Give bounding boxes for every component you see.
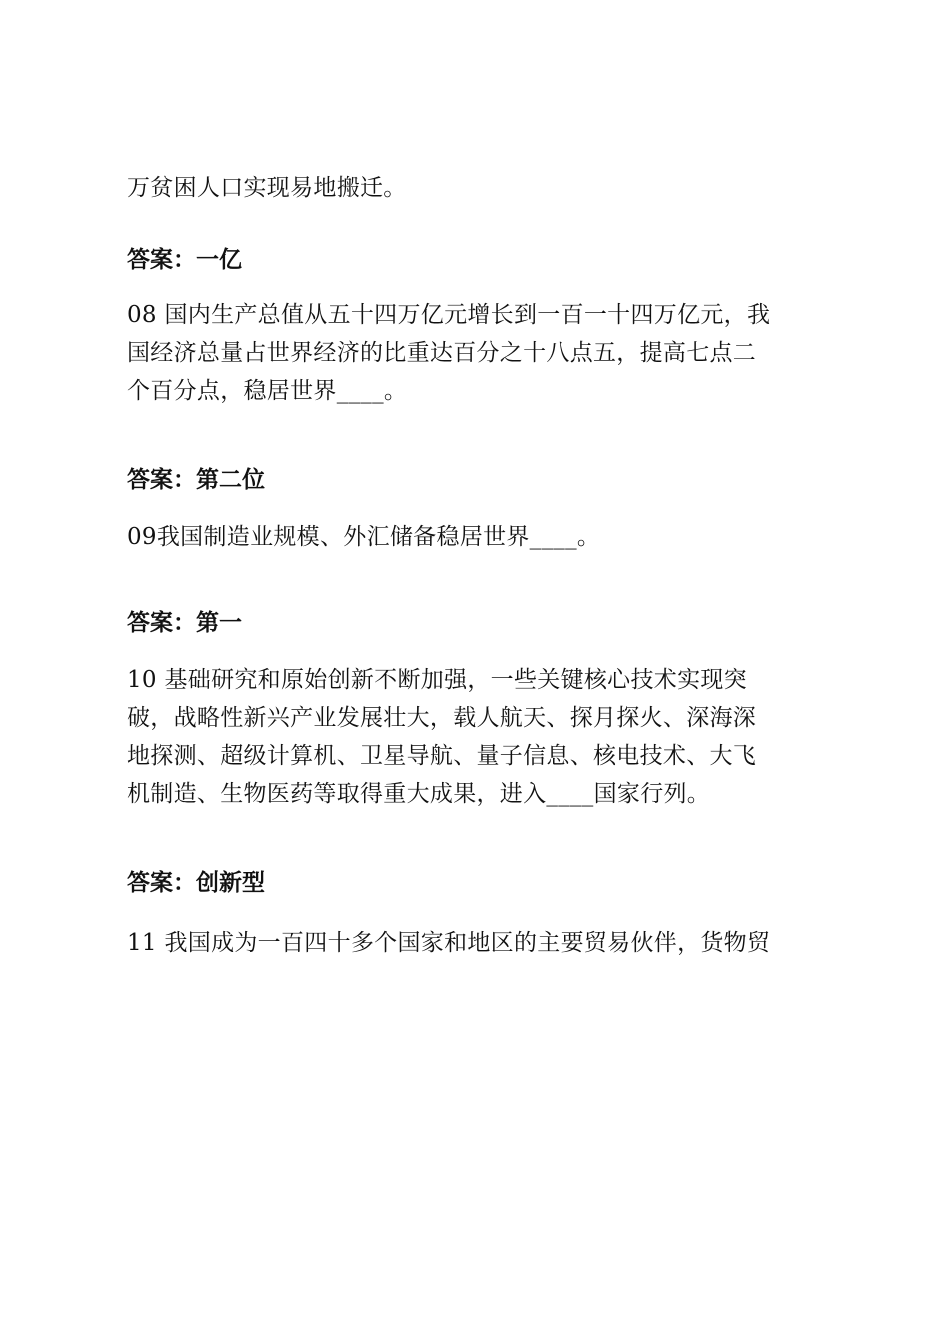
- paragraph-line: 地探测、超级计算机、卫星导航、量子信息、核电技术、大飞: [127, 743, 757, 769]
- paragraph-fragment: [127, 169, 837, 207]
- paragraph-line: 08 国内生产总值从五十四万亿元增长到一百一十四万亿元，我: [127, 302, 771, 328]
- question-10: [127, 661, 837, 813]
- paragraph-line: 10 基础研究和原始创新不断加强，一些关键核心技术实现突: [127, 667, 747, 693]
- paragraph-line: 万贫困人口实现易地搬迁。: [127, 175, 407, 201]
- answer-line: 答案：创新型: [127, 870, 265, 896]
- question-08: [127, 296, 837, 410]
- paragraph-line: 09我国制造业规模、外汇储备稳居世界____。: [127, 524, 601, 550]
- question-09: [127, 518, 837, 556]
- paragraph-line: 国经济总量占世界经济的比重达百分之十八点五，提高七点二: [127, 340, 757, 366]
- paragraph-line: 11 我国成为一百四十多个国家和地区的主要贸易伙伴，货物贸: [127, 930, 771, 956]
- paragraph-line: 个百分点，稳居世界____。: [127, 378, 408, 404]
- answer-line: 答案：一亿: [127, 247, 242, 273]
- paragraph-line: 破，战略性新兴产业发展壮大，载人航天、探月探火、深海深: [127, 705, 757, 731]
- answer-line: 答案：第二位: [127, 467, 265, 493]
- paragraph-line: 机制造、生物医药等取得重大成果，进入____国家行列。: [127, 781, 711, 807]
- question-11: [127, 924, 837, 962]
- answer-line: 答案：第一: [127, 610, 242, 636]
